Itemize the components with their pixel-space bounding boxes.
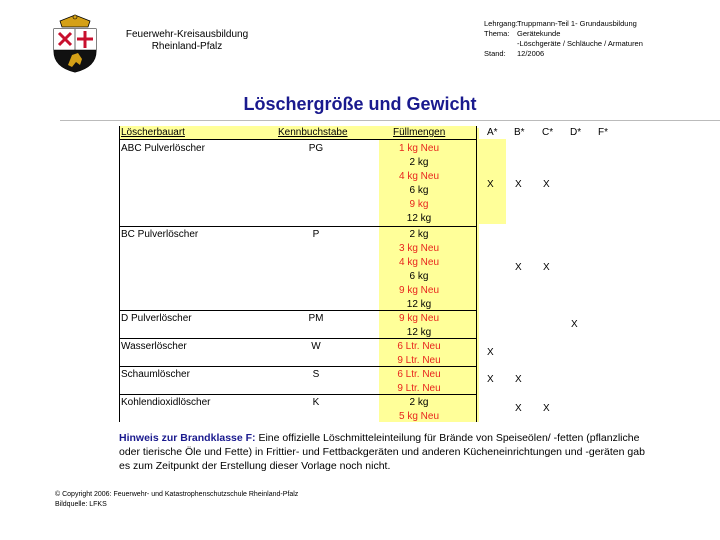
row-bauart: D Pulverlöscher [121,313,192,324]
row-fuellmenge: 1 kg Neu [398,143,440,154]
row-fuellmenge: 6 kg [409,271,429,282]
row-fuellmenge: 6 Ltr. Neu [397,369,441,380]
page-title: Löschergröße und Gewicht [243,94,477,114]
row-fuellmenge: 4 kg Neu [398,171,440,182]
row-kennbuchstabe: PM [308,313,324,324]
topic-label: Thema: [484,29,510,38]
row-fuellmenge: 9 Ltr. Neu [397,355,441,366]
row-fuellmenge: 6 Ltr. Neu [397,341,441,352]
org-line-1: Feuerwehr-Kreisausbildung [125,29,249,40]
row-fuellmenge: 6 kg [409,185,429,196]
class-b-mark: X [515,403,522,414]
hint-paragraph [119,431,649,473]
hint-label: Hinweis zur Brandklasse F: [119,432,256,444]
header-class-f: F* [598,127,608,138]
org-line-2: Rheinland-Pfalz [151,41,223,52]
header-rule [119,139,476,140]
row-fuellmenge: 3 kg Neu [398,243,440,254]
row-fuellmenge: 2 kg [409,229,429,240]
class-c-mark: X [543,179,550,190]
hint-text: Eine offizielle Löschmitteleinteilung für Brände von Speiseölen/ -fetten (pflanzliche oder tierische Öle und Fette) in Frittier- und Fettbackgeräten und anderen Kücheneinrichtungen und -geräten gab es zum Zeitpunkt der Erstellung dieser Vorlage noch nicht. [119,432,645,472]
class-a-mark: X [487,347,494,358]
course-label: Lehrgang: [484,19,518,28]
header-class-a: A* [487,127,498,138]
header-fuellmengen: Füllmengen [393,127,446,138]
header-class-c: C* [542,127,554,138]
header-bauart: Löscherbauart [121,127,185,138]
rheinland-pfalz-crest-icon [50,13,100,73]
row-fuellmenge: 12 kg [406,327,432,338]
image-source-text: Bildquelle: LFKS [55,501,107,508]
header-kennbuchstabe: Kennbuchstabe [278,127,348,138]
row-divider [119,366,476,367]
title-divider [60,120,720,121]
class-d-mark: X [571,319,578,330]
copyright-text: © Copyright 2006: Feuerwehr- und Katastrophenschutzschule Rheinland-Pfalz [55,491,299,498]
row-divider [119,310,476,311]
row-kennbuchstabe: P [312,229,320,240]
table-left-border [119,126,120,422]
row-divider [119,226,476,227]
class-a-mark: X [487,374,494,385]
row-fuellmenge: 2 kg [409,397,429,408]
organization-name [112,29,262,53]
row-bauart: Kohlendioxidlöscher [121,397,211,408]
table-divider [476,126,477,422]
course-info [484,19,643,59]
row-divider [119,338,476,339]
row-bauart: ABC Pulverlöscher [121,143,205,154]
row-fuellmenge: 9 kg Neu [398,285,440,296]
date-value: 12/2006 [517,49,545,58]
topic-value-2: -Löschgeräte / Schläuche / Armaturen [517,39,643,48]
row-fuellmenge: 9 Ltr. Neu [397,383,441,394]
row-kennbuchstabe: PG [308,143,324,154]
date-label: Stand: [484,49,506,58]
row-bauart: Wasserlöscher [121,341,187,352]
class-c-mark: X [543,403,550,414]
header-class-d: D* [570,127,582,138]
class-b-mark: X [515,262,522,273]
course-value: Truppmann-Teil 1- Grundausbildung [517,19,637,28]
row-kennbuchstabe: S [312,369,320,380]
topic-value-1: Gerätekunde [517,29,561,38]
row-bauart: BC Pulverlöscher [121,229,199,240]
header-class-b: B* [514,127,525,138]
row-fuellmenge: 12 kg [406,213,432,224]
class-b-mark: X [515,374,522,385]
class-b-mark: X [515,179,522,190]
row-fuellmenge: 2 kg [409,157,429,168]
footer [55,490,298,510]
row-divider [119,394,476,395]
row-fuellmenge: 9 kg Neu [398,313,440,324]
row-fuellmenge: 5 kg Neu [398,411,440,422]
row-bauart: Schaumlöscher [121,369,190,380]
row-fuellmenge: 4 kg Neu [398,257,440,268]
class-c-mark: X [543,262,550,273]
class-a-mark: X [487,179,494,190]
row-fuellmenge: 12 kg [406,299,432,310]
row-fuellmenge: 9 kg [409,199,429,210]
row-kennbuchstabe: K [312,397,320,408]
row-kennbuchstabe: W [311,341,321,352]
